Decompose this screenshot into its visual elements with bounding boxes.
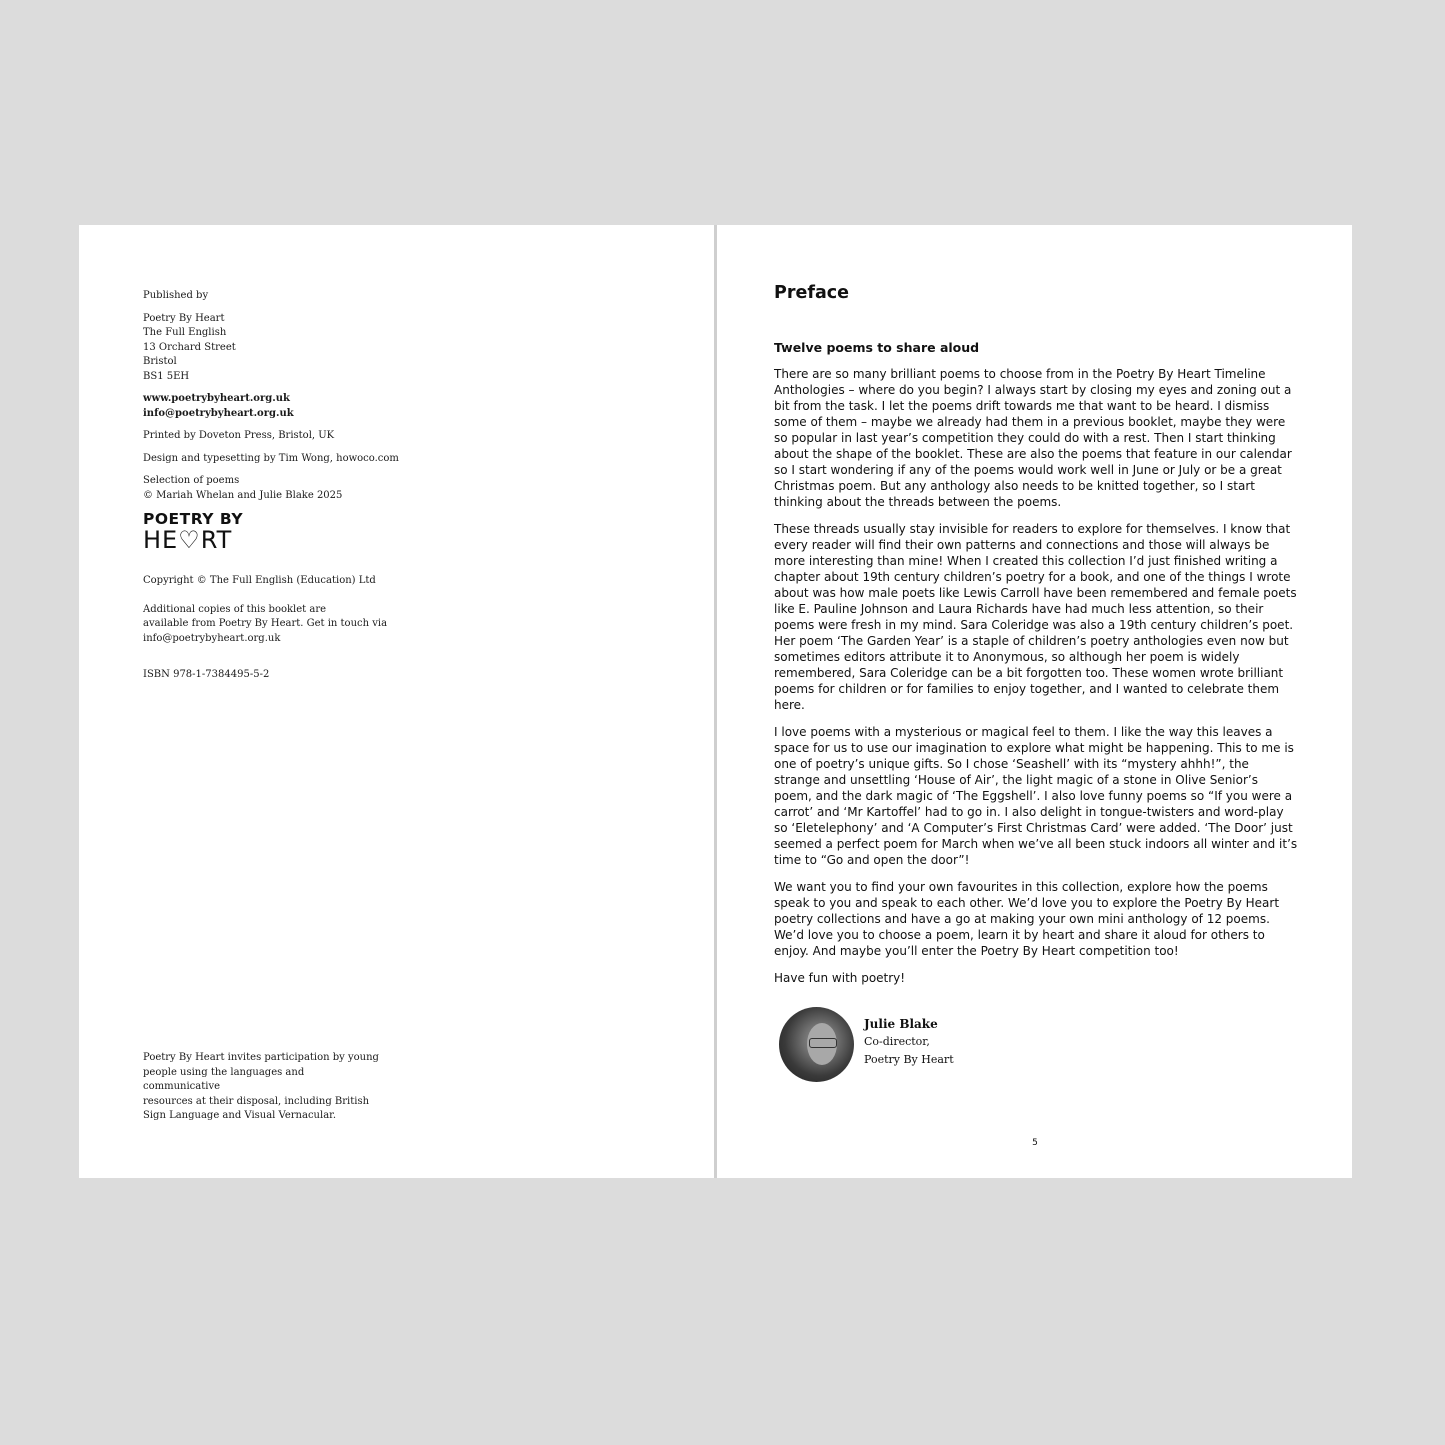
email-link[interactable]: info@poetrybyheart.org.uk bbox=[143, 407, 294, 419]
selection-credit bbox=[143, 474, 443, 503]
selection-label: Selection of poems bbox=[143, 475, 240, 486]
preface-paragraph: These threads usually stay invisible for readers to explore for themselves. I know that every reader will find their own patterns and connections and those will always be more interesting than mine! When I created this collection I’d just finished writing a chapter about 19th century children’s poetry for a book, and one of the things I wrote about was how male poets like Lewis Carroll have been remembered and female poets like E. Pauline Johnson and Laura Richards have had much less attention, so their poems were fresh in my mind. Sara Coleridge was also a 19th century children’s poet. Her poem ‘The Garden Year’ is a staple of children’s poetry anthologies even now but sometimes editors attribute it to Anonymous, so although her poem is widely remembered, Sara Coleridge can be a bit forgotten too. These women wrote brilliant poems for children or for families to enjoy together, and I wanted to celebrate them here. bbox=[774, 522, 1297, 712]
selection-copyright: © Mariah Whelan and Julie Blake 2025 bbox=[143, 489, 343, 501]
logo-line-2 bbox=[143, 528, 253, 552]
author-details bbox=[864, 1015, 954, 1069]
author-organisation: Poetry By Heart bbox=[864, 1053, 954, 1066]
preface-content bbox=[774, 281, 1298, 997]
address-line: 13 Orchard Street bbox=[143, 341, 236, 353]
author-photo bbox=[779, 1007, 854, 1082]
participation-note bbox=[143, 1051, 383, 1124]
additional-copies bbox=[143, 603, 443, 647]
booklet-spread bbox=[79, 225, 1352, 1178]
preface-paragraph: We want you to find your own favourites in this collection, explore how the poems speak to you and speak to each other. We’d love you to explore the Poetry By Heart poetry collections and have a go at making your own mini anthology of 12 poems. We’d love you to choose a poem, learn it by heart and share it aloud for others to enjoy. And maybe you’ll enter the Poetry By Heart competition too! bbox=[774, 880, 1280, 958]
contact-block bbox=[143, 392, 443, 421]
page-number: 5 bbox=[1032, 1138, 1038, 1148]
logo-text-b: RT bbox=[200, 526, 233, 554]
additional-copies-line: Additional copies of this booklet are bbox=[143, 603, 327, 615]
page-title: Preface bbox=[774, 283, 849, 303]
additional-copies-line: info@poetrybyheart.org.uk bbox=[143, 632, 281, 644]
participation-note-line: Sign Language and Visual Vernacular. bbox=[143, 1110, 337, 1121]
participation-note-line: people using the languages and communicative bbox=[143, 1066, 305, 1092]
logo-line-1: POETRY BY bbox=[143, 510, 244, 528]
additional-copies-line: available from Poetry By Heart. Get in touch via bbox=[143, 618, 388, 629]
isbn: ISBN 978-1-7384495-5-2 bbox=[143, 669, 270, 680]
imprint-page bbox=[79, 225, 714, 1178]
preface-closing: Have fun with poetry! bbox=[774, 971, 906, 985]
heart-icon: ♡ bbox=[178, 526, 201, 554]
imprint-block bbox=[143, 289, 443, 691]
preface-subtitle: Twelve poems to share aloud bbox=[774, 340, 980, 355]
publisher-address bbox=[143, 312, 443, 385]
glasses-icon bbox=[809, 1038, 837, 1048]
logo-text-a: HE bbox=[143, 526, 179, 554]
author-signature bbox=[779, 1007, 1079, 1085]
preface-paragraph: There are so many brilliant poems to choose from in the Poetry By Heart Timeline Anthologies – where do you begin? I always start by closing my eyes and zoning out a bit from the task. I let the poems drift towards me that want to be heard. I dismiss some of them – maybe we already had them in a previous booklet, maybe they were so popular in last year’s competition they could do with a rest. Then I start thinking about the shape of the booklet. These are also the poems that feature in our calendar so I start wondering if any of the poems would work well in June or July or be a great Christmas poem. But any anthology also needs to be knitted together, so I start thinking about the threads between the poems. bbox=[774, 367, 1292, 509]
preface-page bbox=[717, 225, 1352, 1178]
design-credit: Design and typesetting by Tim Wong, howoco.com bbox=[143, 452, 399, 464]
participation-note-line: resources at their disposal, including British bbox=[143, 1095, 370, 1107]
published-by-label: Published by bbox=[143, 290, 209, 301]
address-line: Poetry By Heart bbox=[143, 312, 225, 324]
poetry-by-heart-logo bbox=[143, 511, 253, 552]
author-name: Julie Blake bbox=[864, 1017, 938, 1031]
address-line: Bristol bbox=[143, 356, 177, 367]
printed-by: Printed by Doveton Press, Bristol, UK bbox=[143, 430, 335, 441]
address-line: BS1 5EH bbox=[143, 370, 190, 382]
copyright-notice: Copyright © The Full English (Education) Ltd bbox=[143, 575, 376, 586]
website-link[interactable]: www.poetrybyheart.org.uk bbox=[143, 393, 290, 404]
preface-paragraph: I love poems with a mysterious or magical feel to them. I like the way this leaves a space for us to use our imagination to explore what might be happening. This to me is one of poetry’s unique gifts. So I chose ‘Seashell’ with its “mystery ahhh!”, the strange and unsettling ‘House of Air’, the light magic of a stone in Olive Senior’s poem, and the dark magic of ‘The Eggshell’. I also love funny poems so “If you were a carrot’ and ‘Mr Kartoffel’ had to go in. I also delight in tongue-twisters and word-play so ‘Eletelephony’ and ‘A Computer’s First Christmas Card’ were added. ‘The Door’ just seemed a perfect poem for March when we’ve all been stuck indoors all winter and it’s time to “Go and open the door”! bbox=[774, 725, 1298, 867]
address-line: The Full English bbox=[143, 327, 227, 338]
author-role: Co-director, bbox=[864, 1035, 930, 1048]
participation-note-line: Poetry By Heart invites participation by young bbox=[143, 1052, 379, 1063]
